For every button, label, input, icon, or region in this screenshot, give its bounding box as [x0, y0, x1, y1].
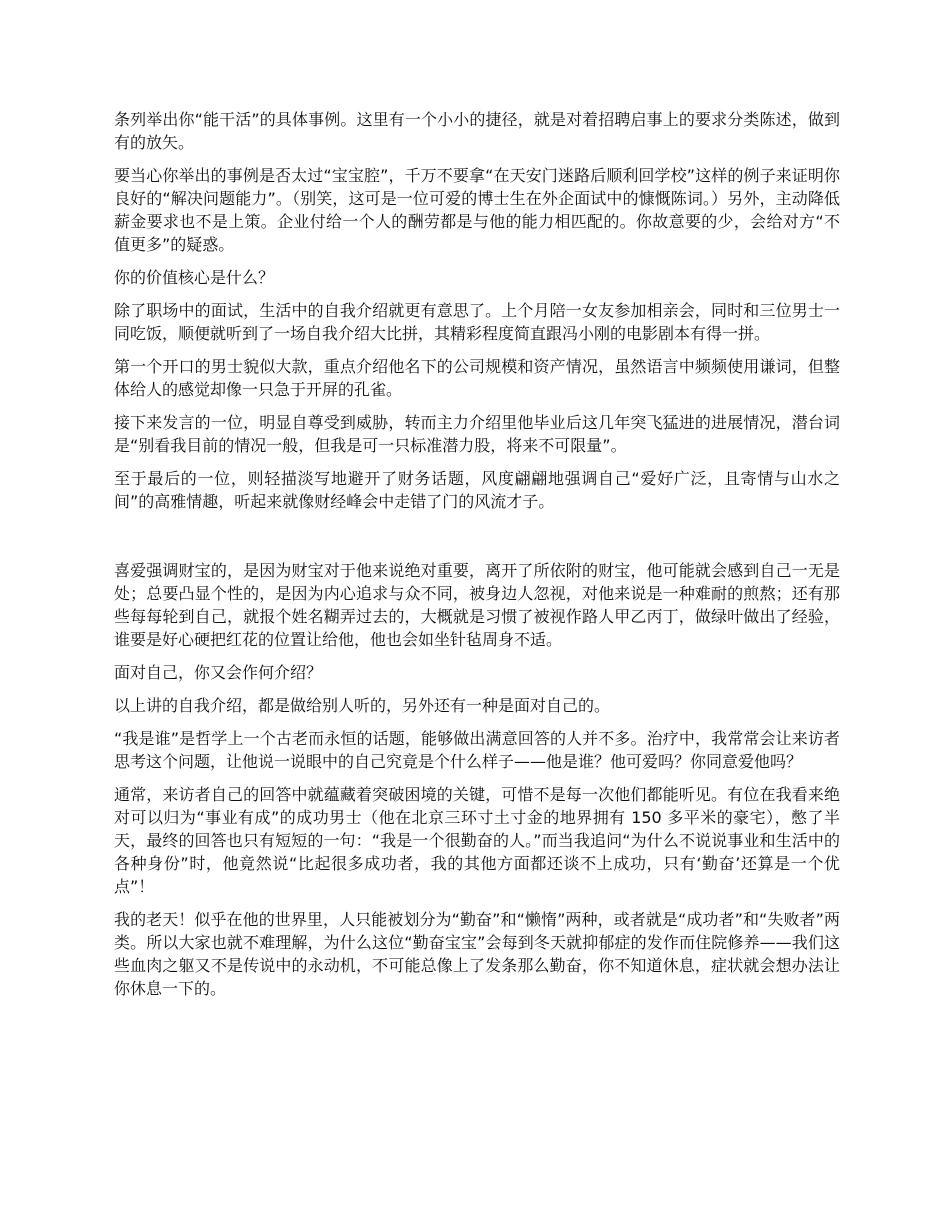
document-page: [114, 108, 840, 1010]
paragraph: 除了职场中的面试，生活中的自我介绍就更有意思了。上个月陪一女友参加相亲会，同时和三位男士一同吃饭，顺便就听到了一场自我介绍大比拼，其精彩程度简直跟冯小刚的电影剧本有得一拼。: [114, 301, 840, 343]
paragraph: 至于最后的一位，则轻描淡写地避开了财务话题，风度翩翩地强调自己“爱好广泛，且寄情与山水之间”的高雅情趣，听起来就像财经峰会中走错了门的风流才子。: [114, 469, 840, 511]
section-heading: 你的价值核心是什么？: [114, 268, 275, 287]
paragraph: 第一个开口的男士貌似大款，重点介绍他名下的公司规模和资产情况，虽然语言中频频使用谦词，但整体给人的感觉却像一只急于开屏的孔雀。: [114, 357, 840, 399]
paragraph: 接下来发言的一位，明显自尊受到威胁，转而主力介绍里他毕业后这几年突飞猛进的进展情况，潜台词是“别看我目前的情况一般，但我是可一只标准潜力股，将来不可限量”。: [114, 413, 840, 455]
section-heading: 面对自己，你又会作何介绍？: [114, 663, 323, 682]
section-2: [114, 559, 840, 1000]
paragraph: 喜爱强调财宝的，是因为财宝对于他来说绝对重要，离开了所依附的财宝，他可能就会感到自己一无是处；总要凸显个性的，是因为内心追求与众不同，被身边人忽视，对他来说是一种难耐的煎熬；还有那些每每轮到自己，就报个姓名糊弄过去的，大概就是习惯了被视作路人甲乙丙丁，做绿叶做出了经验，谁要是好心硬把红花的位置让给他，他也会如坐针毡周身不适。: [114, 561, 840, 649]
section-1: [114, 108, 840, 513]
paragraph: 条列举出你“能干活”的具体事例。这里有一个小小的捷径，就是对着招聘启事上的要求分类陈述，做到有的放矢。: [114, 110, 840, 152]
paragraph: 以上讲的自我介绍，都是做给别人听的，另外还有一种是面对自己的。: [114, 696, 611, 715]
paragraph: 我的老天！似乎在他的世界里，人只能被划分为“勤奋”和“懒惰”两种，或者就是“成功者”和“失败者”两类。所以大家也就不难理解，为什么这位“勤奋宝宝”会每到冬天就抑郁症的发作而住院修养——我们这些血肉之躯又不是传说中的永动机，不可能总像上了发条那么勤奋，你不知道休息，症状就会想办法让你休息一下的。: [114, 910, 840, 998]
paragraph: “我是谁”是哲学上一个古老而永恒的话题，能够做出满意回答的人并不多。治疗中，我常常会让来访者思考这个问题，让他说一说眼中的自己究竟是个什么样子——他是谁？他可爱吗？你同意爱他吗？: [114, 729, 840, 771]
section-spacer: [114, 523, 840, 559]
paragraph: 通常，来访者自己的回答中就蕴藏着突破困境的关键，可惜不是每一次他们都能听见。有位在我看来绝对可以归为“事业有成”的成功男士（他在北京三环寸土寸金的地界拥有 150 多平米的豪宅），憋了半天，最终的回答也只有短短的一句：“我是一个很勤奋的人。”而当我追问“为什么不说说事业和生活中的各种身份”时，他竟然说“比起很多成功者，我的其他方面都还谈不上成功，只有‘勤奋’还算是一个优点”！: [114, 785, 840, 896]
paragraph: 要当心你举出的事例是否太过“宝宝腔”，千万不要拿“在天安门迷路后顺利回学校”这样的例子来证明你良好的“解决问题能力”。（别笑，这可是一位可爱的博士生在外企面试中的慷慨陈词。）另外，主动降低薪金要求也不是上策。企业付给一个人的酬劳都是与他的能力相匹配的。你故意要的少，会给对方“不值更多”的疑惑。: [114, 166, 840, 254]
